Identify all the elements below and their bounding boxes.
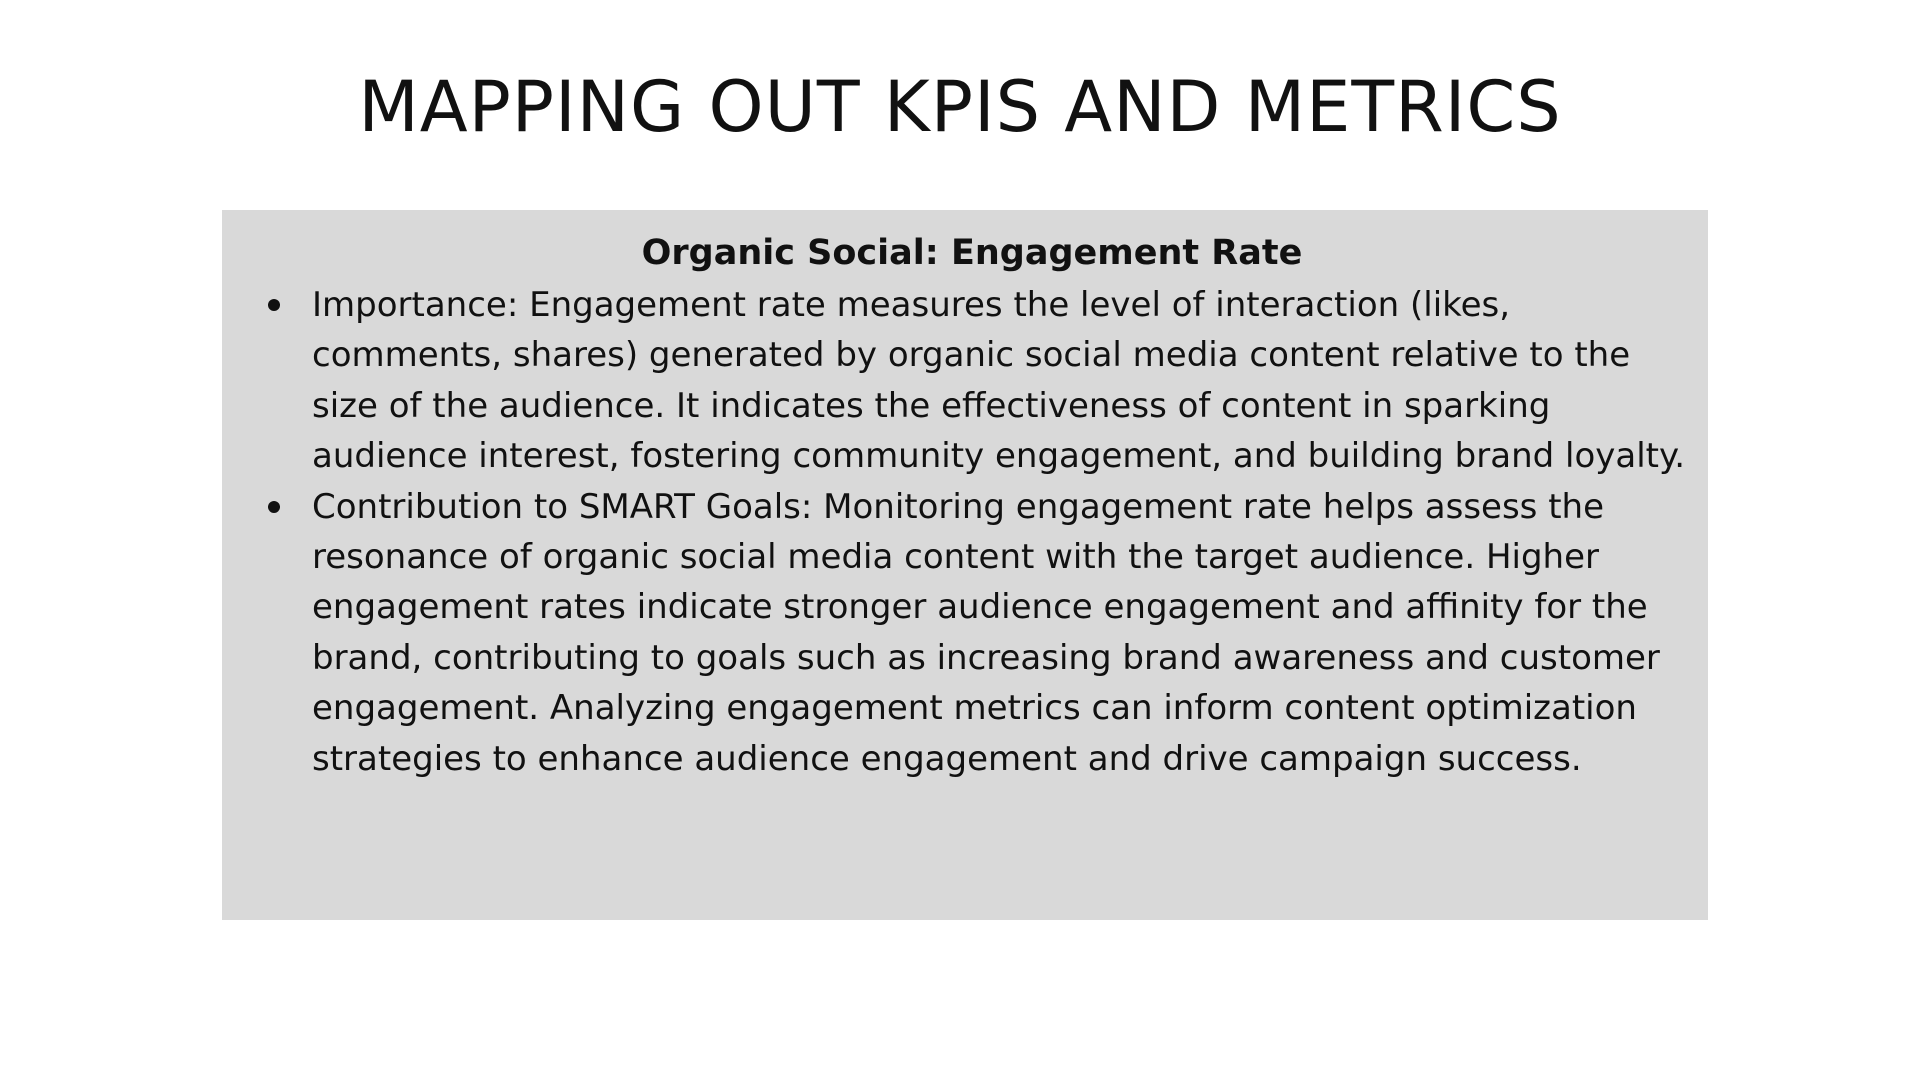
box-heading: Organic Social: Engagement Rate — [641, 233, 1303, 273]
bullet-text: Contribution to SMART Goals: Monitoring engagement rate helps assess the resonance of organic social media content with the target audience. Higher engagement rates indicate stronger audience engagement and affinity for the brand, contributing to goals such as increasing brand awareness and customer engagement. Analyzing engagement metrics can inform content optimization strategies to enhance audience engagement and drive campaign success. — [312, 486, 1660, 779]
bullet-list — [258, 280, 1686, 784]
content-box — [222, 210, 1708, 920]
bullet-text: Importance: Engagement rate measures the level of interaction (likes, comments, shares) generated by organic social media content relative to the size of the audience. It indicates the effectiveness of content in sparking audience interest, fostering community engagement, and building brand loyalty. — [312, 285, 1686, 477]
slide-title: MAPPING OUT KPIS AND METRICS — [358, 66, 1562, 148]
bullet-icon — [268, 299, 280, 311]
bullet-icon — [268, 501, 280, 513]
bullet-item-importance — [258, 280, 1686, 482]
bullet-item-contribution — [258, 482, 1686, 784]
